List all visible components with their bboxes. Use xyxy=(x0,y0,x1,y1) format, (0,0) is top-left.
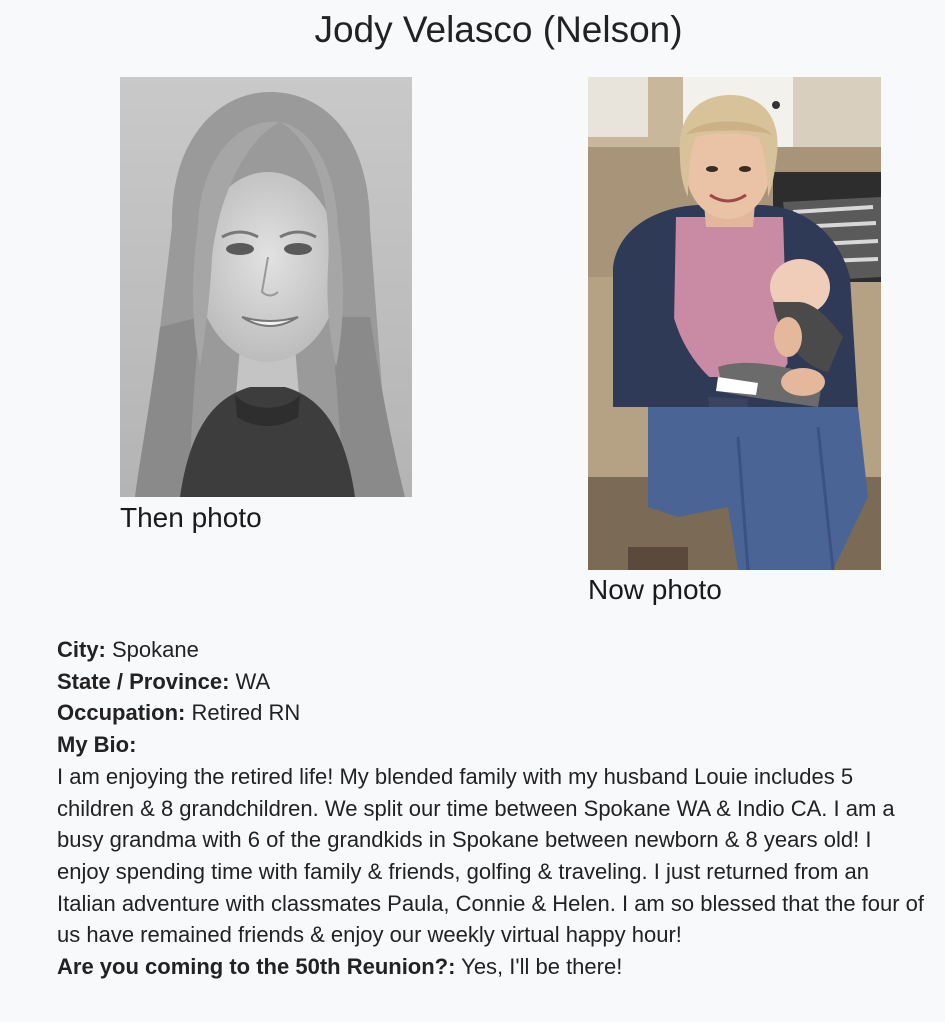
then-photo xyxy=(120,77,412,497)
bio-label: My Bio: xyxy=(57,732,137,758)
now-photo-image xyxy=(588,77,881,570)
city-label: City: xyxy=(57,637,106,662)
now-photo xyxy=(588,77,881,570)
bio-text: I am enjoying the retired life! My blended family with my husband Louie includes 5 children & 8 grandchildren. We split our time between Spokane WA & Indio CA. I am a busy grandma with 6 of the grandkids in Spokane between newborn & 8 years old! I enjoy spending time with family & friends, golfing & traveling. I just returned from an Italian adventure with classmates Paula, Connie & Helen. I am so blessed that the four of us have remained friends & enjoy our weekly virtual happy hour! xyxy=(57,763,925,948)
city-value: Spokane xyxy=(105,637,199,662)
state-label: State / Province: xyxy=(57,668,230,694)
occupation-label: Occupation: xyxy=(57,700,186,726)
reunion-label: Are you coming to the 50th Reunion?: xyxy=(57,954,456,980)
profile-name: Jody Velasco (Nelson) xyxy=(314,9,683,50)
then-photo-caption: Then photo xyxy=(120,502,262,533)
city-row xyxy=(57,634,927,666)
reunion-value: Yes, I'll be there! xyxy=(455,954,623,980)
profile-details xyxy=(57,634,927,983)
reunion-row xyxy=(57,951,927,983)
bio-row xyxy=(57,729,927,761)
occupation-value: Retired RN xyxy=(185,700,301,726)
then-photo-image xyxy=(120,77,412,497)
state-row xyxy=(57,666,927,698)
occupation-row xyxy=(57,697,927,729)
now-photo-caption: Now photo xyxy=(588,574,722,605)
state-value: WA xyxy=(229,668,271,694)
